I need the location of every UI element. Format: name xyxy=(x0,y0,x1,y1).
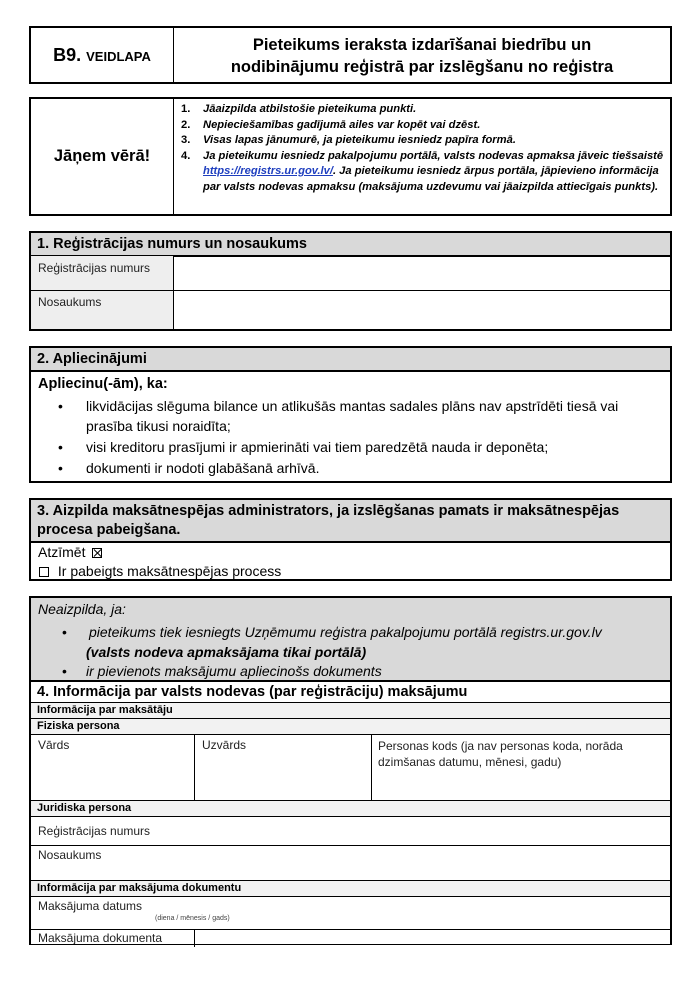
portal-link[interactable]: https://registrs.ur.gov.lv/ xyxy=(203,165,333,177)
note-item: 3. Visas lapas jānumurē, ja pieteikumu iesniedz papīra formā. xyxy=(181,134,516,146)
not-fill-item-2: • ir pievienots maksājumu apliecinošs dokuments xyxy=(62,663,382,679)
section-2-bullets xyxy=(31,396,652,478)
page-title-line1: Pieteikums ieraksta izdarīšanai biedrību un xyxy=(252,36,592,54)
section-4-title: 4. Informācija par valsts nodevas (par reģistrāciju) maksājumu xyxy=(37,684,468,700)
legal-name-label: Nosaukums xyxy=(38,848,102,862)
last-name-field[interactable] xyxy=(196,754,369,798)
section-1 xyxy=(29,231,672,331)
payment-doc-label: Maksājuma dokumenta xyxy=(38,931,163,945)
payment-doc-info-heading: Informācija par maksājuma dokumentu xyxy=(31,881,670,896)
personal-code-field[interactable] xyxy=(373,770,670,798)
page-title-line2: nodibinājumu reģistrā par izslēgšanu no reģistra xyxy=(230,58,614,76)
section-2-intro: Apliecinu(-ām), ka: xyxy=(38,376,168,392)
form-code xyxy=(31,28,173,82)
legal-reg-number-field[interactable] xyxy=(171,817,670,845)
form-header xyxy=(29,26,672,84)
note-item: 2. Nepieciešamības gadījumā ailes var kopēt vai dzēst. xyxy=(181,118,481,131)
section-2 xyxy=(29,346,672,483)
legal-reg-number-label: Reģistrācijas numurs xyxy=(38,824,151,838)
section-3 xyxy=(29,498,672,581)
section-3-title: 3. Aizpilda maksātnespējas administrators, ja izslēgšanas pamats ir maksātnespējas procesa pabeigšana. xyxy=(31,500,670,541)
form-code-number: B9. xyxy=(53,44,82,65)
legal-name-field[interactable] xyxy=(171,846,670,879)
last-name-label: Uzvārds xyxy=(202,738,247,752)
not-fill-label: Neaizpilda, ja: xyxy=(38,601,126,617)
payment-doc-field[interactable] xyxy=(196,930,670,945)
note-item: 4. Ja pieteikumu iesniedz pakalpojumu portālā, valsts nodevas apmaksa jāveic tiešsaistē https://registrs.ur.gov.lv/. Ja pieteikumu iesniedz ārpus portāla, jāpievieno informācija par valsts nodevas apmaksu (maksājuma uzdevumu vai jāaizpilda attiecīgais punkts). xyxy=(181,149,664,193)
not-fill-item-1: • pieteikums tiek iesniegts Uzņēmumu reģistra pakalpojumu portālā registrs.ur.gov.lv (valsts nodeva apmaksājama tikai portālā) xyxy=(62,624,602,660)
section-1-reg-label: Reģistrācijas numurs xyxy=(38,261,151,275)
personal-code-label: Personas kods (ja nav personas koda, norāda dzimšanas datumu, mēnesi, gadu) xyxy=(378,739,623,769)
section-4 xyxy=(29,596,672,945)
legal-person-heading: Juridiska persona xyxy=(31,801,670,816)
bullet-item: • visi kreditoru prasījumi ir apmierināti vai tiem paredzētā nauda ir deponēta; xyxy=(58,439,549,455)
checked-box-icon xyxy=(92,548,102,558)
reg-number-field[interactable] xyxy=(174,256,670,290)
section-2-title: 2. Apliecinājumi xyxy=(31,348,670,370)
process-checkbox-label: Ir pabeigts maksātnespējas process xyxy=(57,563,282,579)
form-code-word: VEIDLAPA xyxy=(86,49,151,64)
payment-date-field[interactable] xyxy=(271,897,670,929)
page-title xyxy=(174,34,670,78)
date-hint: (diena / mēnesis / gads) xyxy=(155,915,230,922)
notes-list xyxy=(181,102,664,195)
note-item: 1. Jāaizpilda atbilstošie pieteikuma punkti. xyxy=(181,103,417,115)
bullet-item: • dokumenti ir nodoti glabāšanā arhīvā. xyxy=(58,460,320,476)
first-name-label: Vārds xyxy=(38,738,70,752)
natural-person-heading: Fiziska persona xyxy=(31,719,670,734)
notes-box xyxy=(29,97,672,216)
notes-label: Jāņem vērā! xyxy=(53,147,151,165)
name-field[interactable] xyxy=(174,291,670,329)
section-1-name-label: Nosaukums xyxy=(38,295,102,309)
process-checkbox-row[interactable] xyxy=(39,563,281,579)
mark-label: Atzīmēt xyxy=(38,544,86,560)
payer-info-heading: Informācija par maksātāju xyxy=(31,703,670,718)
section-1-title: 1. Reģistrācijas numurs un nosaukums xyxy=(31,233,670,255)
checkbox[interactable] xyxy=(39,567,49,577)
bullet-item: • likvidācijas slēguma bilance un atlikušās mantas sadales plāns nav apstrīdēti tiesā vai prasība tikusi noraidīta; xyxy=(58,398,619,434)
mark-label-row xyxy=(38,544,102,560)
first-name-field[interactable] xyxy=(32,754,192,798)
payment-date-label: Maksājuma datums xyxy=(38,899,143,913)
